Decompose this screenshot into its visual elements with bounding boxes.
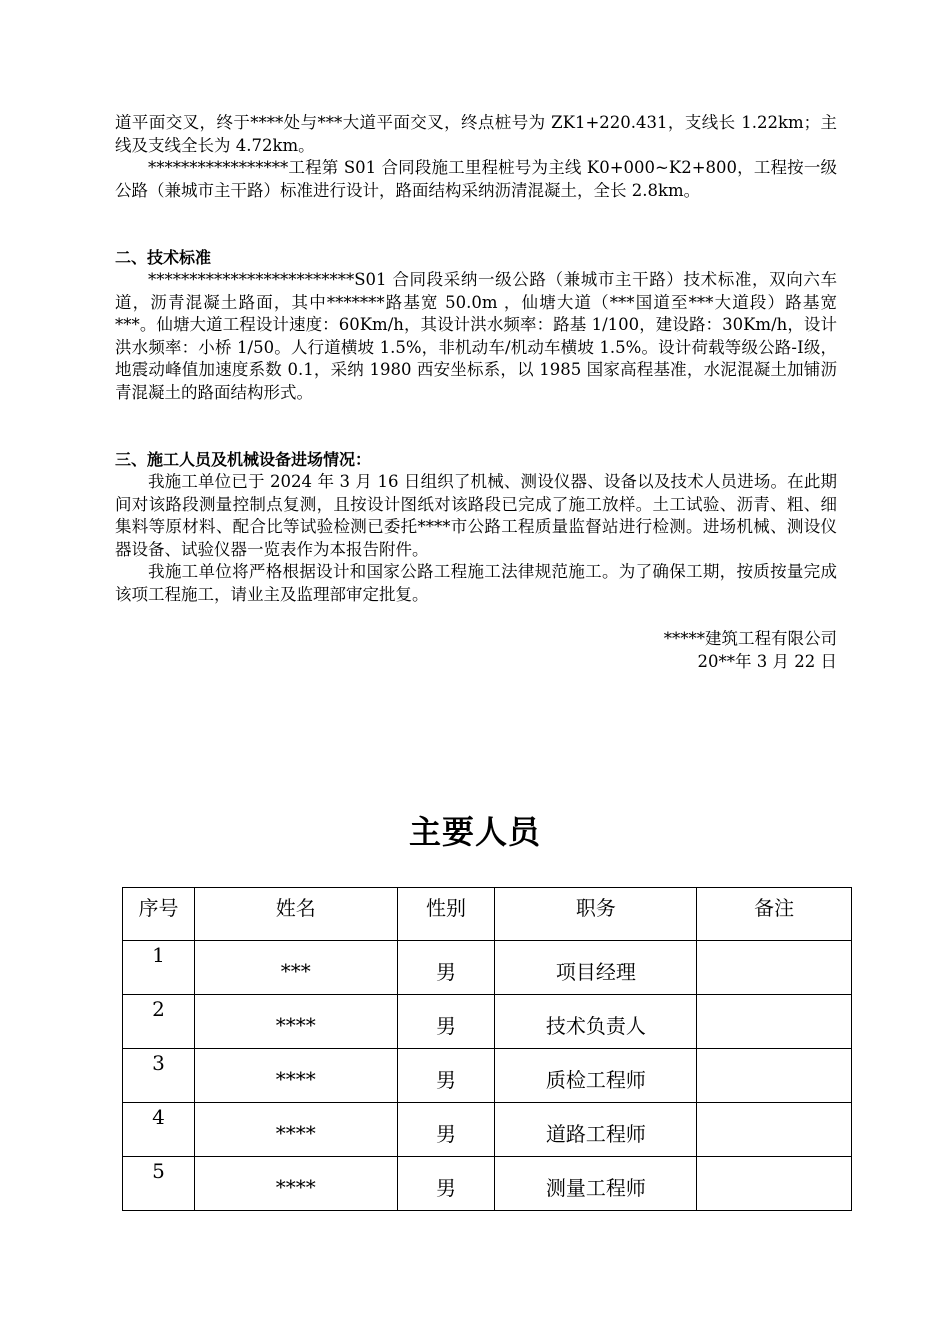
- cell-gender: 男: [397, 941, 495, 995]
- header-position: 职务: [495, 888, 697, 941]
- cell-position: 道路工程师: [495, 1103, 697, 1157]
- staff-table-title: 主要人员: [408, 813, 541, 851]
- table-row: [123, 941, 852, 995]
- cell-no: 2: [123, 995, 195, 1049]
- table-row: [123, 1103, 852, 1157]
- section1-paragraph-1: 道平面交叉，终于****处与***大道平面交叉，终点桩号为 ZK1+220.431，支线长 1.22km；主线及支线全长为 4.72km。: [115, 113, 837, 155]
- signature-company: *****建筑工程有限公司: [663, 629, 837, 648]
- header-name: 姓名: [194, 888, 397, 941]
- staff-table: [122, 887, 852, 1211]
- table-row: [123, 1049, 852, 1103]
- cell-name: ****: [194, 1049, 397, 1103]
- cell-name: ****: [194, 1103, 397, 1157]
- cell-no: 4: [123, 1103, 195, 1157]
- cell-no: 1: [123, 941, 195, 995]
- spacer: [115, 202, 837, 247]
- header-no: 序号: [123, 888, 195, 941]
- table-row: [123, 1157, 852, 1211]
- cell-position: 项目经理: [495, 941, 697, 995]
- section2-heading: 二、技术标准: [115, 248, 212, 267]
- table-row: [123, 995, 852, 1049]
- signature-date: 20**年 3 月 22 日: [697, 651, 837, 671]
- spacer: [115, 404, 837, 449]
- cell-name: ****: [194, 995, 397, 1049]
- cell-note: [697, 941, 852, 995]
- document-body: [115, 112, 837, 673]
- cell-position: 质检工程师: [495, 1049, 697, 1103]
- section3-paragraph-2: 我施工单位将严格根据设计和国家公路工程施工法律规范施工。为了确保工期，按质按量完成该项工程施工，请业主及监理部审定批复。: [115, 562, 837, 604]
- table-header-row: [123, 888, 852, 941]
- cell-gender: 男: [397, 1103, 495, 1157]
- cell-gender: 男: [397, 995, 495, 1049]
- cell-position: 技术负责人: [495, 995, 697, 1049]
- section3-paragraph-1: 我施工单位已于 2024 年 3 月 16 日组织了机械、测设仪器、设备以及技术人员进场。在此期间对该路段测量控制点复测，且按设计图纸对该路段已完成了施工放样。土工试验、沥青、粗、细集料等原材料、配合比等试验检测已委托****市公路工程质量监督站进行检测。进场机械、测设仪器设备、试验仪器一览表作为本报告附件。: [115, 472, 837, 559]
- cell-gender: 男: [397, 1049, 495, 1103]
- cell-note: [697, 1103, 852, 1157]
- cell-gender: 男: [397, 1157, 495, 1211]
- cell-note: [697, 995, 852, 1049]
- cell-position: 测量工程师: [495, 1157, 697, 1211]
- cell-name: ***: [194, 941, 397, 995]
- section2-paragraph-1: *************************S01 合同段采纳一级公路（兼城市主干路）技术标准，双向六车道，沥青混凝土路面，其中*******路基宽 50.0m ，仙塘大道（***国道至***大道段）路基宽***。仙塘大道工程设计速度：60Km/h，其设计洪水频率：路基 1/100，建设路：30Km/h，设计洪水频率：小桥 1/50。人行道横坡 1.5%，非机动车/机动车横坡 1.5%。设计荷载等级公路-Ⅰ级，地震动峰值加速度系数 0.1，采纳 1980 西安坐标系，以 1985 国家高程基准，水泥混凝土加铺沥青混凝土的路面结构形式。: [115, 270, 837, 402]
- section1-paragraph-2: *****************工程第 S01 合同段施工里程桩号为主线 K0+000~K2+800，工程按一级公路（兼城市主干路）标准进行设计，路面结构采纳沥清混凝土，全长 2.8km。: [115, 158, 837, 200]
- signature-block: [115, 628, 837, 673]
- cell-no: 5: [123, 1157, 195, 1211]
- cell-note: [697, 1157, 852, 1211]
- header-gender: 性别: [397, 888, 495, 941]
- header-note: 备注: [697, 888, 852, 941]
- cell-no: 3: [123, 1049, 195, 1103]
- cell-note: [697, 1049, 852, 1103]
- cell-name: ****: [194, 1157, 397, 1211]
- section3-heading: 三、施工人员及机械设备进场情况：: [115, 450, 372, 469]
